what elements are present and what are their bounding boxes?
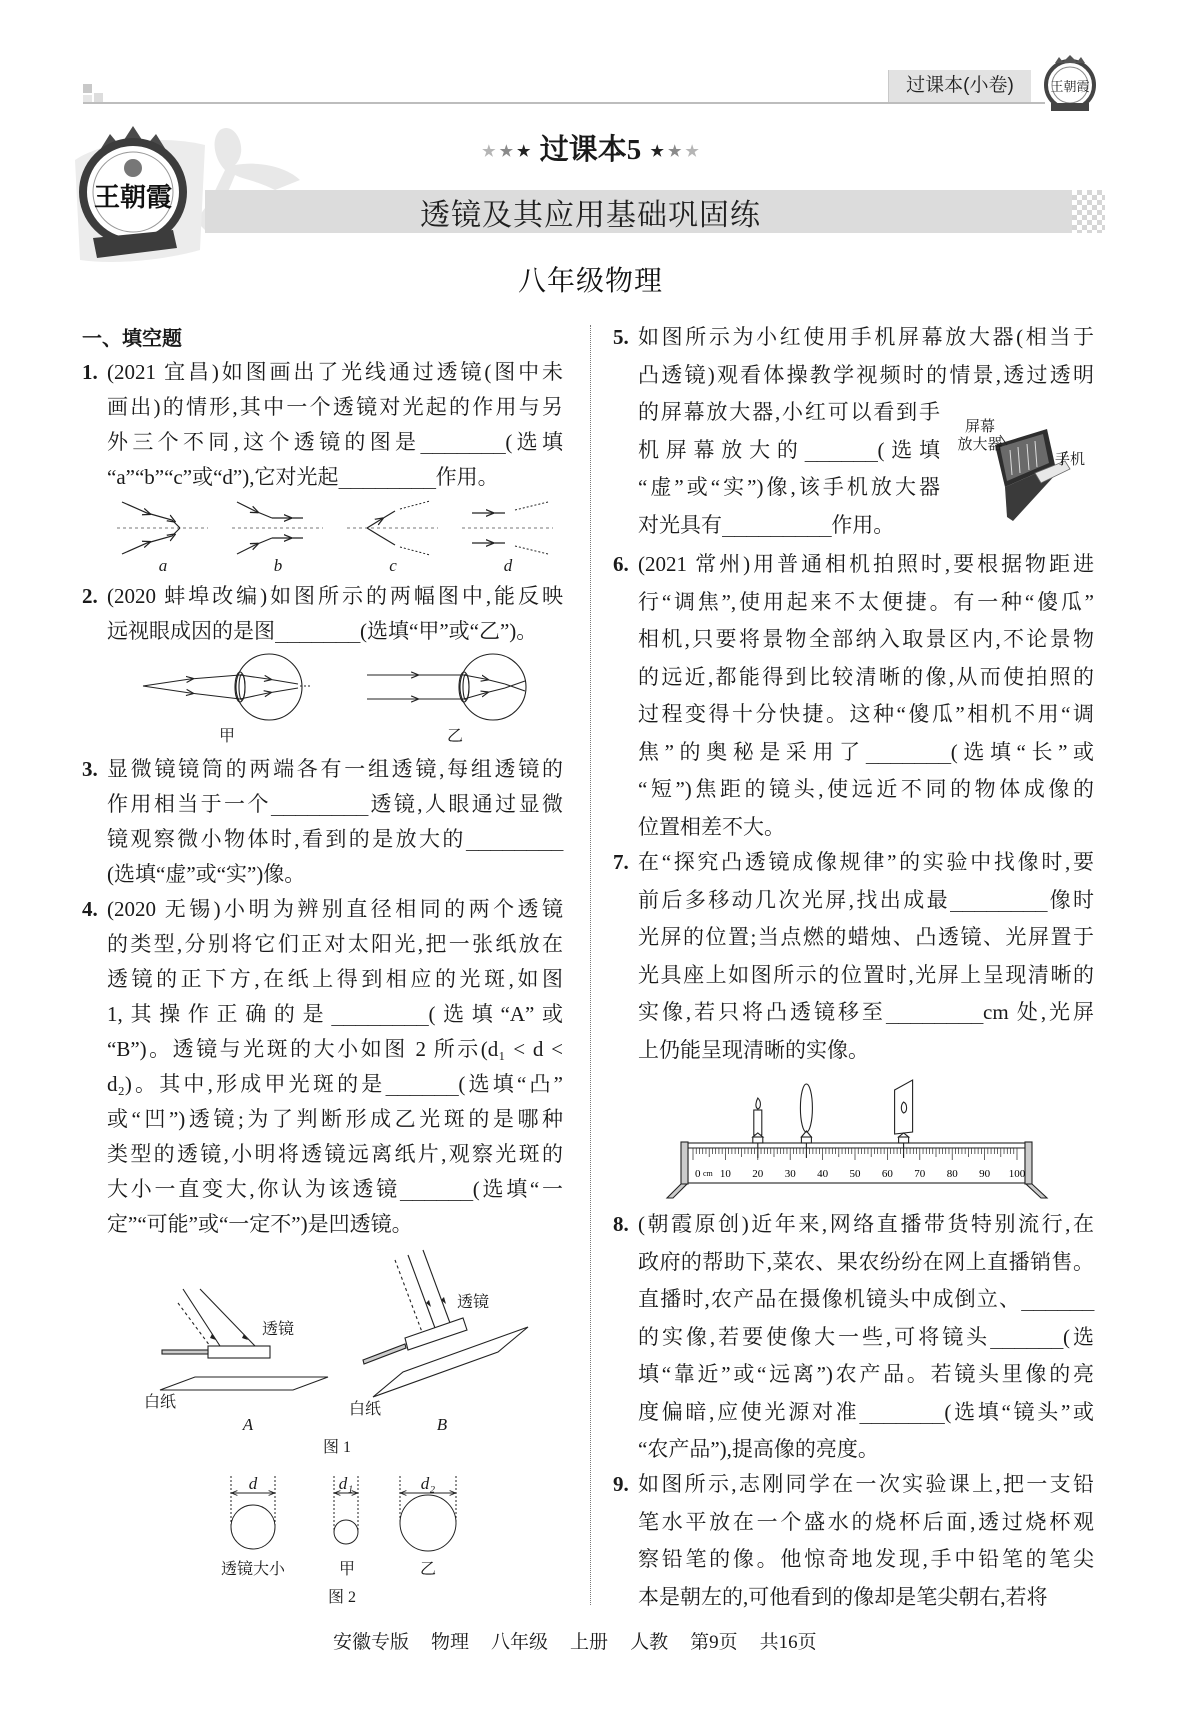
text-line <box>638 469 940 507</box>
option-a-label: A <box>242 1415 254 1434</box>
text-line <box>638 771 1094 809</box>
question-9 <box>613 1466 1094 1616</box>
question-number: 3. <box>82 757 98 781</box>
answer-blank: ______ <box>399 1177 473 1201</box>
ruler-tick-label: 20 <box>752 1168 764 1180</box>
text-line <box>107 752 563 787</box>
text-line <box>107 927 563 962</box>
text-run: 或“凹”)透镜;为了判断形成乙光斑的是哪种 <box>107 1107 563 1131</box>
figure-label: a <box>158 556 168 575</box>
star-icon: ★ <box>650 144 664 161</box>
footer-page-number: 第9页 <box>690 1632 738 1653</box>
text-line <box>107 614 563 649</box>
text-line <box>638 584 1094 622</box>
text-line <box>638 546 1094 584</box>
question-text <box>638 844 1094 1069</box>
text-run: 相机,只要将景物全部纳入取景区内,不论景物 <box>638 627 1094 651</box>
text-run: 的类型,分别将它们正对太阳光,把一张纸放在 <box>107 932 563 956</box>
figure-label: b <box>273 556 283 575</box>
ruler-tick-label: 0 <box>695 1168 701 1180</box>
ruler-tick-label: 30 <box>784 1168 796 1180</box>
text-line <box>638 621 1094 659</box>
option-b-label: B <box>436 1415 448 1434</box>
answer-blank: _______ <box>275 619 361 643</box>
text-run: (2020 蚌埠改编)如图所示的两幅图中,能反映 <box>107 584 563 608</box>
magnifier-label: 放大器 <box>957 437 1003 453</box>
text-line <box>638 734 1094 772</box>
text-line <box>107 1137 563 1172</box>
text-line <box>638 1466 1094 1504</box>
question-number: 1. <box>82 360 98 384</box>
answer-blank: _______ <box>865 739 951 764</box>
question-3 <box>82 752 563 892</box>
text-run: 透镜的正下方,在纸上得到相应的光斑,如图 <box>107 967 563 991</box>
text-line <box>638 1032 1094 1070</box>
question-text <box>107 579 563 649</box>
text-run: cm 处,光屏 <box>983 1000 1095 1024</box>
text-run: 政府的帮助下,菜农、果农纷纷在网上直播销售。 <box>638 1249 1094 1274</box>
text-run: 光具座上如图所示的位置时,光屏上呈现清晰的 <box>638 962 1094 987</box>
question-number: 4. <box>82 897 98 921</box>
text-line <box>638 432 940 470</box>
text-run: 在“探究凸透镜成像规律”的实验中找像时,要 <box>638 850 1094 874</box>
answer-blank: ______ <box>385 1072 459 1096</box>
text-line <box>107 1067 563 1102</box>
footer-edition: 安徽专版 <box>333 1632 410 1653</box>
question-number: 5. <box>613 325 629 349</box>
text-line <box>638 809 1094 847</box>
text-run: 类型的透镜,小明将透镜远离纸片,观察光斑的 <box>107 1142 563 1166</box>
star-icon: ★ <box>482 144 496 161</box>
text-line <box>638 844 1094 882</box>
footer-grade: 八年级 <box>491 1632 549 1653</box>
lens-label: 透镜 <box>456 1294 490 1311</box>
small-logo-icon <box>1043 55 1097 115</box>
question-text <box>638 546 1094 846</box>
page-footer <box>333 1630 839 1656</box>
ruler-tick-label: 50 <box>849 1168 861 1180</box>
q1-ray-diagram <box>110 498 560 558</box>
text-run: 察铅笔的像。他惊奇地发现,手中铅笔的笔尖 <box>638 1547 1094 1571</box>
figure-caption: 图 1 <box>322 1439 352 1456</box>
answer-blank: ______ <box>804 437 878 462</box>
question-text <box>107 355 563 495</box>
text-run: 如图所示,志刚同学在一次实验课上,把一支铅 <box>638 1472 1094 1496</box>
text-run: 机屏幕放大的 <box>638 437 805 462</box>
text-run: 度偏暗,应使光源对准 <box>638 1399 860 1424</box>
text-run: (选 <box>1063 1324 1095 1349</box>
text-run: 焦”的奥秘是采用了 <box>638 739 866 764</box>
lens-label: 透镜 <box>261 1321 295 1338</box>
text-line <box>107 892 563 927</box>
question-text <box>638 1466 1094 1616</box>
q4-figure-2 <box>0 0 1 1</box>
page-title: 透镜及其应用基础巩固练 <box>420 199 761 232</box>
optical-bench-diagram <box>667 1080 1047 1200</box>
text-run: 凸透镜)观看体操教学视频时的情景,透过透明 <box>638 362 1094 387</box>
text-run: 像时 <box>1047 887 1095 912</box>
text-run: (选填“甲”或“乙”)。 <box>360 619 538 643</box>
text-run: “农产品”),提高像的亮度。 <box>638 1437 879 1461</box>
question-number: 7. <box>613 850 629 874</box>
text-line <box>107 1207 563 1242</box>
text-run: (选填“一 <box>472 1177 563 1201</box>
ruler-tick-label: 70 <box>914 1168 926 1180</box>
text-line <box>107 1102 563 1137</box>
star-icon: ★ <box>667 144 682 161</box>
text-run: 前后多移动几次光屏,找出成最 <box>638 887 951 912</box>
series-heading <box>0 130 1181 172</box>
text-run: 的实像,若要使像大一些,可将镜头 <box>638 1324 991 1349</box>
text-run: 笔水平放在一个盛水的烧杯后面,透过烧杯观 <box>638 1509 1094 1534</box>
ruler-tick-label: 10 <box>719 1168 731 1180</box>
text-run: 显微镜镜筒的两端各有一组透镜,每组透镜的 <box>107 757 563 781</box>
text-line <box>638 1431 1094 1469</box>
header-rule <box>83 102 1045 104</box>
text-run: 透镜,人眼通过显微 <box>368 792 564 816</box>
text-run: 本是朝左的,可他看到的像却是笔尖朝右,若将 <box>638 1584 1048 1609</box>
text-run: 作用相当于一个 <box>107 792 271 816</box>
figure-label: 乙 <box>446 728 464 745</box>
text-line <box>638 696 1094 734</box>
text-run: (选填“长”或 <box>950 739 1094 764</box>
text-run: (选填 <box>877 437 940 462</box>
question-number: 8. <box>613 1212 629 1236</box>
text-run: (2020 无锡)小明为辨别直径相同的两个透镜 <box>107 897 563 921</box>
answer-blank: ______ <box>990 1324 1064 1349</box>
section-heading: 一、填空题 <box>82 328 182 350</box>
text-run: (朝霞原创)近年来,网络直播带货特别流行,在 <box>638 1212 1094 1236</box>
question-1 <box>82 355 563 495</box>
text-run: 填“靠近”或“远离”)农产品。若镜头里像的亮 <box>638 1362 1094 1386</box>
paper-label: 白纸 <box>143 1394 177 1411</box>
text-run: 镜观察微小物体时,看到的是放大的 <box>107 827 466 851</box>
text-run: 外三个不同,这个透镜的图是 <box>107 430 421 454</box>
text-line <box>638 919 1094 957</box>
text-run: 上仍能呈现清晰的实像。 <box>638 1037 869 1062</box>
ruler-tick-label: 90 <box>979 1168 991 1180</box>
text-line <box>107 997 563 1032</box>
text-run: 位置相差不大。 <box>638 814 785 839</box>
text-run: “B”)。透镜与光斑的大小如图 2 所示(d₁ < d < <box>107 1037 563 1061</box>
answer-blank: ________ <box>465 827 563 851</box>
text-run: 过程变得十分快捷。这种“傻瓜”相机不用“调 <box>638 702 1094 726</box>
text-run: (2021 宜昌)如图画出了光线通过透镜(图中未 <box>107 360 563 384</box>
text-run: (选填“凸” <box>458 1072 563 1096</box>
star-icon: ★ <box>499 144 514 161</box>
diameter-label: d₂ <box>420 1474 436 1493</box>
text-run: 作用。 <box>831 512 895 537</box>
text-line <box>107 355 563 390</box>
series-tab: 过课本(小卷) <box>888 70 1031 102</box>
answer-blank: _______ <box>420 430 506 454</box>
text-run: (选填“镜头”或 <box>944 1399 1095 1424</box>
ruler-tick-label: 40 <box>817 1168 829 1180</box>
text-run: “a”“b”“c”或“d”),它对光起 <box>107 465 339 489</box>
text-run: 光屏的位置;当点燃的蜡烛、凸透镜、光屏置于 <box>638 925 1094 949</box>
text-run: 的屏幕放大器,小红可以看到手 <box>638 400 940 424</box>
paper-label: 白纸 <box>348 1401 382 1418</box>
text-line <box>107 962 563 997</box>
text-run: d₂)。其中,形成甲光斑的是 <box>107 1072 386 1096</box>
header-decoration <box>94 93 103 102</box>
ruler-tick-label: 80 <box>946 1168 958 1180</box>
question-number: 9. <box>613 1472 629 1496</box>
text-run: (选填 <box>505 430 563 454</box>
text-line <box>107 460 563 495</box>
answer-blank: ________ <box>270 792 369 816</box>
text-line <box>638 1394 1094 1432</box>
text-run: 如图所示为小红使用手机屏幕放大器(相当于 <box>638 325 1094 349</box>
text-run: “虚”或“实”)像,该手机放大器 <box>638 475 940 499</box>
text-line <box>638 1504 1094 1542</box>
answer-blank: _______ <box>859 1399 945 1424</box>
question-number: 2. <box>82 584 98 608</box>
text-run: 1,其操作正确的是 <box>107 1002 332 1026</box>
footer-publisher: 人教 <box>630 1632 669 1653</box>
figure-label: 透镜大小 <box>220 1561 286 1578</box>
text-line <box>638 394 940 432</box>
text-run: “短”)焦距的镜头,使远近不同的物体成像的 <box>638 777 1094 801</box>
text-run: (选填“虚”或“实”)像。 <box>107 862 306 886</box>
question-text <box>638 1206 1094 1469</box>
footer-page-total: 共16页 <box>759 1632 817 1653</box>
question-number: 6. <box>613 552 629 576</box>
text-run: 行“调焦”,使用起来不太便捷。有一种“傻瓜” <box>638 589 1094 614</box>
question-8 <box>613 1206 1094 1469</box>
text-run: 画出)的情形,其中一个透镜对光起的作用与另 <box>107 395 563 419</box>
phone-label: 手机 <box>1054 452 1086 468</box>
small-logo-text: 王朝霞 <box>1050 79 1090 94</box>
figure-label: 乙 <box>419 1561 437 1578</box>
question-text <box>107 752 563 892</box>
text-run: 定”“可能”或“一定不”)是凹透镜。 <box>107 1212 413 1236</box>
text-line <box>107 822 563 857</box>
text-run: (2021 常州)用普通相机拍照时,要根据物距进 <box>638 552 1094 576</box>
footer-volume: 上册 <box>570 1632 609 1653</box>
text-run: 直播时,农产品在摄像机镜头中成倒立、 <box>638 1287 1022 1311</box>
answer-blank: _________ <box>722 512 832 537</box>
question-2 <box>82 579 563 649</box>
text-line <box>638 1319 1094 1357</box>
text-line <box>638 1541 1094 1579</box>
text-line <box>107 1172 563 1207</box>
ruler-tick-label: 100 <box>1008 1168 1026 1180</box>
answer-blank: ________ <box>331 1002 429 1026</box>
question-4 <box>82 892 563 1242</box>
figure-caption: 图 2 <box>327 1589 357 1606</box>
answer-blank: ______ <box>1021 1287 1094 1311</box>
ruler-tick-label: 60 <box>881 1168 893 1180</box>
ruler-unit: cm <box>703 1169 713 1178</box>
text-run: 大小一直变大,你认为该透镜 <box>107 1177 400 1201</box>
figure-label: 甲 <box>338 1561 356 1578</box>
text-line <box>638 1206 1094 1244</box>
text-run: 作用。 <box>435 465 499 489</box>
text-line <box>638 659 1094 697</box>
text-run: 的远近,都能得到比较清晰的像,从而使拍照的 <box>638 664 1094 689</box>
figure-label: d <box>503 556 513 575</box>
text-line <box>107 425 563 460</box>
column-divider <box>590 325 591 1605</box>
footer-subject: 物理 <box>431 1632 470 1653</box>
text-line <box>638 882 1094 920</box>
text-line <box>638 1579 1094 1617</box>
star-icon: ★ <box>685 144 699 161</box>
figure-label: 甲 <box>218 728 236 745</box>
star-icon: ★ <box>517 144 531 161</box>
brand-logo-text: 王朝霞 <box>93 183 173 212</box>
series-title: 过课本5 <box>539 134 642 166</box>
text-line <box>638 994 1094 1032</box>
header-decoration <box>83 84 92 93</box>
text-line <box>638 1281 1094 1319</box>
text-run: 远视眼成因的是图 <box>107 619 275 643</box>
text-line <box>107 390 563 425</box>
q2-eye-diagram <box>140 650 540 725</box>
question-6 <box>613 546 1094 846</box>
text-run: 实像,若只将凸透镜移至 <box>638 1000 886 1024</box>
text-run: (选填“A”或 <box>428 1002 563 1026</box>
answer-blank: ________ <box>950 887 1048 912</box>
text-run: 对光具有 <box>638 512 722 537</box>
figure-label: c <box>389 556 397 575</box>
question-text <box>107 892 563 1242</box>
answer-blank: ________ <box>338 465 436 489</box>
text-line <box>107 787 563 822</box>
text-line <box>107 579 563 614</box>
text-line <box>638 957 1094 995</box>
text-line <box>638 319 1094 357</box>
diameter-label: d₁ <box>338 1474 354 1493</box>
diameter-label: d <box>248 1474 258 1493</box>
magnifier-label: 屏幕 <box>964 419 996 435</box>
text-line <box>107 1032 563 1067</box>
answer-blank: ________ <box>885 1000 983 1024</box>
page-subtitle: 八年级物理 <box>517 265 663 296</box>
question-7 <box>613 844 1094 1069</box>
text-line <box>638 357 1094 395</box>
text-line <box>107 857 563 892</box>
text-line <box>638 1356 1094 1394</box>
text-line <box>638 1244 1094 1282</box>
